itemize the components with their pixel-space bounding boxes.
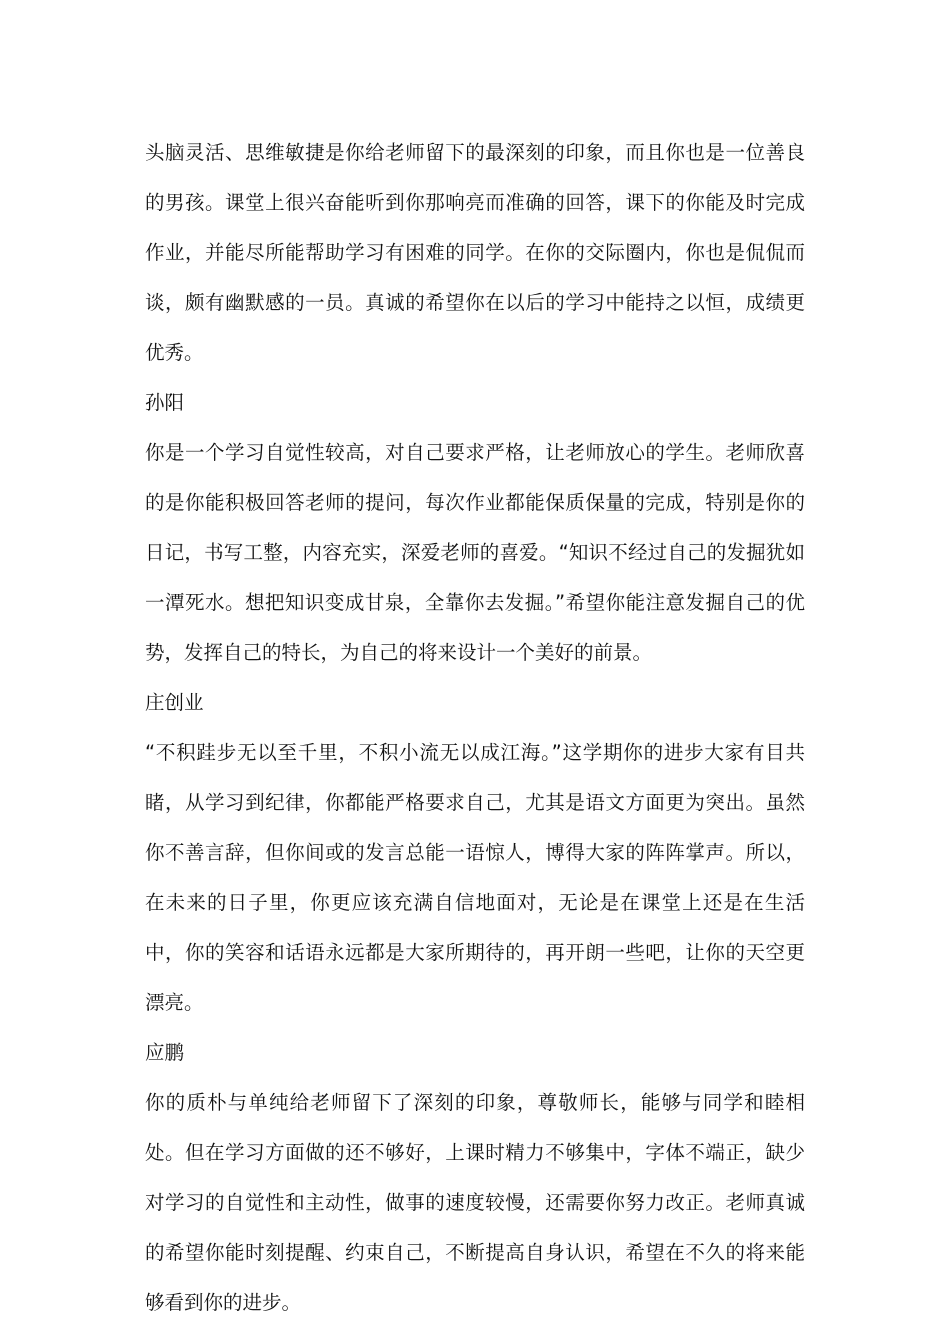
comment-paragraph-1: 头脑灵活、思维敏捷是你给老师留下的最深刻的印象，而且你也是一位善良的男孩。课堂上很兴奋能听到你那响亮而准确的回答，课下的你能及时完成作业，并能尽所能帮助学习有困难的同学。在你的交际圈内，你也是侃侃而谈，颇有幽默感的一员。真诚的希望你在以后的学习中能持之以恒，成绩更优秀。	[145, 141, 805, 364]
student-name-zhuang-chuangye: 庄创业	[145, 691, 204, 714]
student-name-ying-peng: 应鹏	[145, 1041, 185, 1064]
comment-paragraph-4: 你的质朴与单纯给老师留下了深刻的印象，尊敬师长，能够与同学和睦相处。但在学习方面做的还不够好，上课时精力不够集中，字体不端正，缺少对学习的自觉性和主动性，做事的速度较慢，还需要你努力改正。老师真诚的希望你能时刻提醒、约束自己，不断提高自身认识，希望在不久的将来能够看到你的进步。	[145, 1091, 805, 1314]
student-name-sun-yang: 孙阳	[145, 391, 185, 414]
comment-paragraph-3: “不积跬步无以至千里，不积小流无以成江海。”这学期你的进步大家有目共睹，从学习到纪律，你都能严格要求自己，尤其是语文方面更为突出。虽然你不善言辞，但你间或的发言总能一语惊人，博得大家的阵阵掌声。所以，在未来的日子里，你更应该充满自信地面对，无论是在课堂上还是在生活中，你的笑容和话语永远都是大家所期待的，再开朗一些吧，让你的天空更漂亮。	[145, 741, 805, 1014]
document-body	[145, 128, 805, 1328]
comment-paragraph-2: 你是一个学习自觉性较高，对自己要求严格，让老师放心的学生。老师欣喜的是你能积极回答老师的提问，每次作业都能保质保量的完成，特别是你的日记，书写工整，内容充实，深爱老师的喜爱。“知识不经过自己的发掘犹如一潭死水。想把知识变成甘泉，全靠你去发掘。”希望你能注意发掘自己的优势，发挥自己的特长，为自己的将来设计一个美好的前景。	[145, 441, 805, 664]
